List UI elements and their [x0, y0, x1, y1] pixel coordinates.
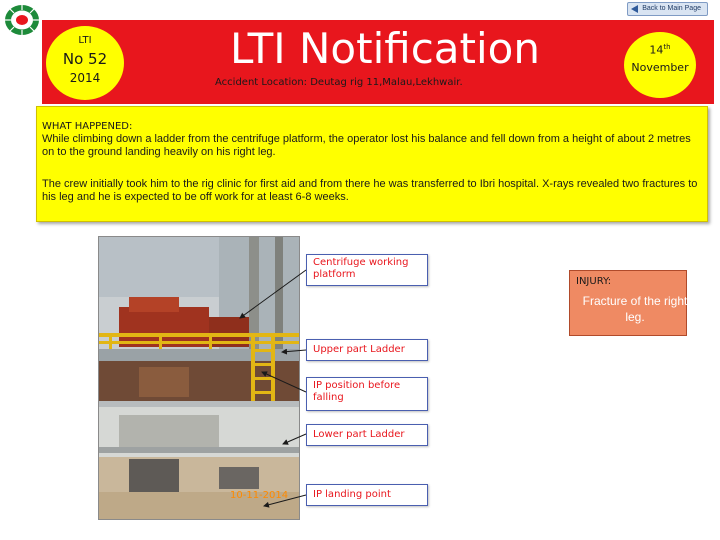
page-title: LTI Notification: [230, 24, 540, 73]
callout-landing-point: IP landing point: [306, 484, 428, 506]
date-month: November: [631, 61, 689, 74]
callout-ip-position: IP position before falling: [306, 377, 428, 411]
arrow-ip-position: [262, 372, 306, 392]
badge-line-3: 2014: [69, 71, 101, 85]
what-happened-paragraph-1: While climbing down a ladder from the centrifuge platform, the operator lost his balance and fell down from a height of about 2 metres on to the ground landing heavily on his right leg.: [42, 133, 691, 158]
arrow-platform: [240, 270, 306, 318]
what-happened-paragraph-2: The crew initially took him to the rig clinic for first aid and from there he was transferred to Ibri hospital. X-rays revealed two fractures to his leg and he is expected to be off work for at least 6-8 weeks.: [42, 178, 698, 203]
photo-date-stamp: 10-11-2014: [230, 490, 289, 501]
injury-description: Fracture of the right leg.: [582, 294, 688, 324]
badge-line-1: LTI: [78, 35, 92, 46]
callout-upper-ladder: Upper part Ladder: [306, 339, 428, 361]
arrow-landing-point: [264, 495, 306, 506]
date-day-suffix: th: [663, 43, 671, 51]
injury-label: INJURY:: [576, 276, 612, 287]
arrow-upper-ladder: [282, 350, 306, 352]
badge-line-2: No 52: [62, 50, 108, 68]
back-link-label: Back to Main Page: [642, 5, 701, 12]
accident-location: Accident Location: Deutag rig 11,Malau,Lekhwair.: [215, 77, 463, 88]
date-day-number: 14: [649, 43, 664, 57]
what-happened-heading: WHAT HAPPENED:: [42, 121, 133, 132]
callout-lower-ladder: Lower part Ladder: [306, 424, 428, 446]
callout-centrifuge-platform: Centrifuge working platform: [306, 254, 428, 286]
arrow-lower-ladder: [283, 434, 306, 444]
